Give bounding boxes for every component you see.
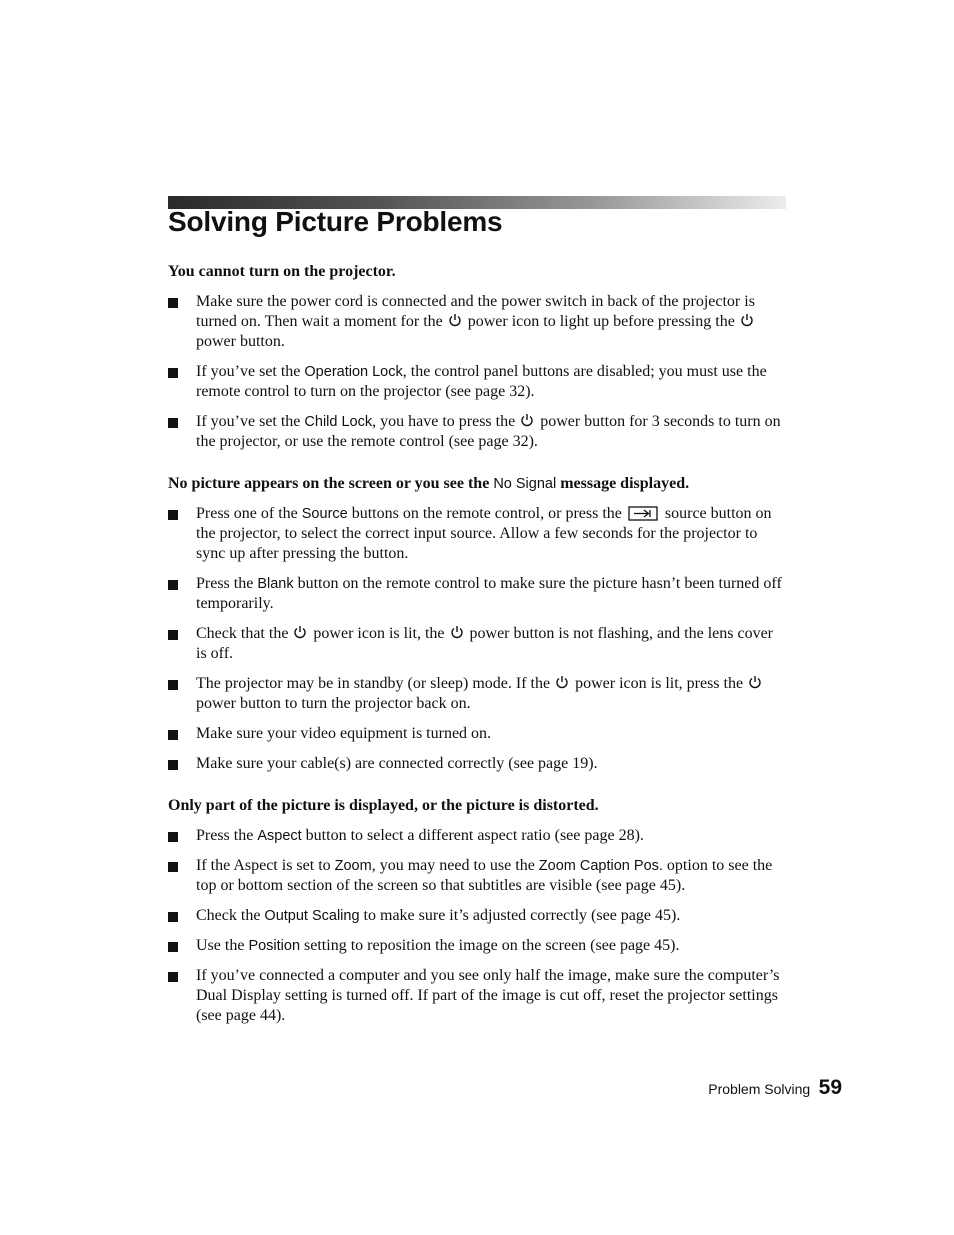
square-bullet-icon	[168, 680, 178, 690]
list-item: If you’ve connected a computer and you see only half the image, make sure the computer’s Dual Display setting is turned off. If part of the image is cut off, reset the projector settings (see page 44).	[168, 966, 784, 1026]
power-icon	[748, 675, 762, 689]
bullet-list	[168, 504, 784, 774]
bullet-list	[168, 826, 784, 1026]
power-icon	[740, 313, 754, 327]
power-icon	[448, 313, 462, 327]
square-bullet-icon	[168, 832, 178, 842]
list-item: Press the Aspect button to select a different aspect ratio (see page 28).	[168, 826, 784, 846]
list-item: Make sure your cable(s) are connected correctly (see page 19).	[168, 754, 784, 774]
bullet-list	[168, 292, 784, 452]
square-bullet-icon	[168, 630, 178, 640]
square-bullet-icon	[168, 760, 178, 770]
list-item: Check that the power icon is lit, the power button is not flashing, and the lens cover is off.	[168, 624, 784, 664]
section-heading: You cannot turn on the projector.	[168, 263, 396, 280]
page-content	[168, 262, 784, 1036]
power-icon	[520, 413, 534, 427]
page-footer	[708, 1076, 842, 1100]
square-bullet-icon	[168, 942, 178, 952]
square-bullet-icon	[168, 418, 178, 428]
section-heading: Only part of the picture is displayed, or the picture is distorted.	[168, 797, 599, 814]
square-bullet-icon	[168, 510, 178, 520]
list-item: If you’ve set the Child Lock, you have to press the power button for 3 seconds to turn on the projector, or use the remote control (see page 32).	[168, 412, 784, 452]
list-item: Make sure your video equipment is turned on.	[168, 724, 784, 744]
power-icon	[555, 675, 569, 689]
list-item: Press one of the Source buttons on the remote control, or press the source button on the projector, to select the correct input source. Allow a few seconds for the projector to sync up after pressing the button.	[168, 504, 784, 564]
square-bullet-icon	[168, 972, 178, 982]
square-bullet-icon	[168, 730, 178, 740]
list-item: The projector may be in standby (or sleep) mode. If the power icon is lit, press the power button to turn the projector back on.	[168, 674, 784, 714]
page-number: 59	[818, 1076, 842, 1099]
square-bullet-icon	[168, 912, 178, 922]
square-bullet-icon	[168, 580, 178, 590]
square-bullet-icon	[168, 298, 178, 308]
page-title: Solving Picture Problems	[168, 206, 503, 237]
square-bullet-icon	[168, 368, 178, 378]
list-item: Check the Output Scaling to make sure it’s adjusted correctly (see page 45).	[168, 906, 784, 926]
list-item: If the Aspect is set to Zoom, you may need to use the Zoom Caption Pos. option to see the top or bottom section of the screen so that subtitles are visible (see page 45).	[168, 856, 784, 896]
list-item: Press the Blank button on the remote control to make sure the picture hasn’t been turned off temporarily.	[168, 574, 784, 614]
footer-section-name: Problem Solving	[708, 1081, 811, 1097]
source-button-icon	[628, 506, 658, 521]
section-heading: No picture appears on the screen or you see the No Signal message displayed.	[168, 475, 690, 492]
power-icon	[293, 625, 307, 639]
list-item: Use the Position setting to reposition the image on the screen (see page 45).	[168, 936, 784, 956]
list-item: If you’ve set the Operation Lock, the control panel buttons are disabled; you must use the remote control to turn on the projector (see page 32).	[168, 362, 784, 402]
square-bullet-icon	[168, 862, 178, 872]
power-icon	[450, 625, 464, 639]
list-item: Make sure the power cord is connected and the power switch in back of the projector is turned on. Then wait a moment for the power icon to light up before pressing the power button.	[168, 292, 784, 352]
